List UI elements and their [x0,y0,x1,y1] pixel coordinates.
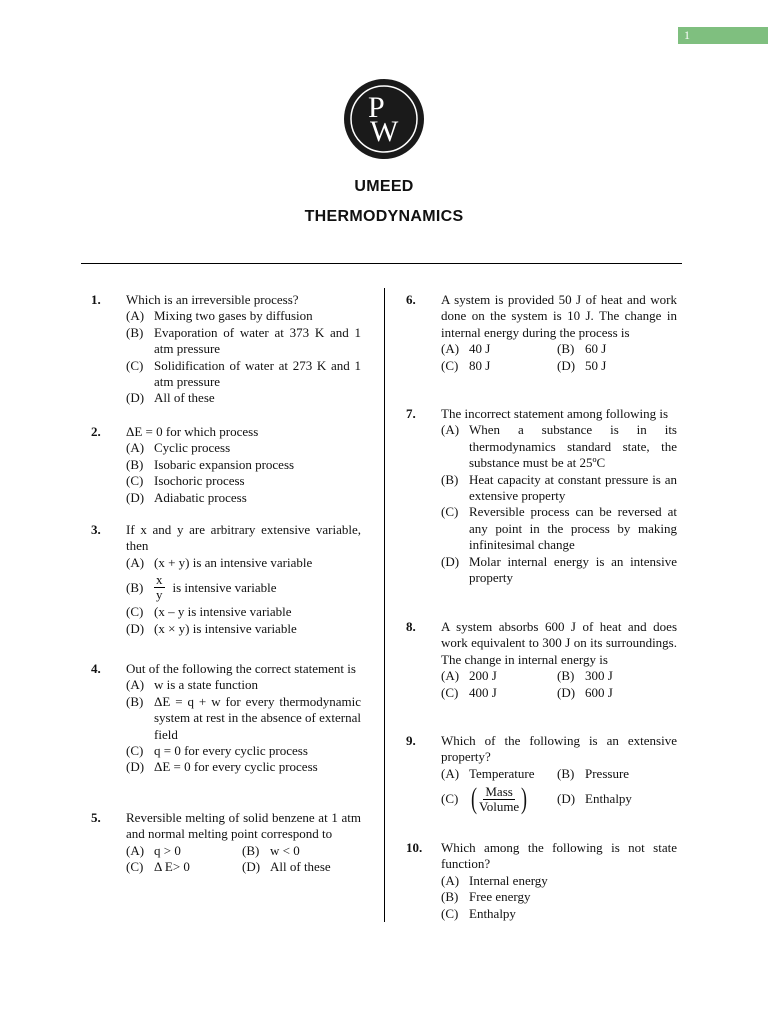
option-label: (A) [441,422,460,438]
option-text: Cyclic process [154,440,231,456]
option-label: (B) [126,456,144,472]
option-text: 40 J [469,341,491,357]
option-label: (D) [441,553,460,569]
option-label: (B) [242,842,260,858]
option-label: (C) [126,473,144,489]
question-stem: Which of the following is an extensive property? [441,733,677,765]
option-text: 50 J [585,357,607,373]
fraction-denominator: Volume [479,798,520,814]
option-text: 200 J [469,668,497,684]
question-stem: Which is an irreversible process? [126,292,299,307]
question-stem: Out of the following the correct statement is [126,661,356,676]
question-stem: ΔE = 0 for which process [126,424,259,439]
option-text: (x – y is intensive variable [154,604,292,620]
option-text: Δ E> 0 [154,859,190,875]
fraction-numerator: x [156,572,163,588]
option-label: (C) [126,859,144,875]
question-2 [91,424,361,506]
option-label: (D) [242,859,261,875]
option-label: (D) [126,390,145,406]
option-text: Adiabatic process [154,489,247,505]
question-number: 3. [91,522,101,537]
fraction-numerator: Mass [485,783,513,799]
option-text: Isobaric expansion process [154,456,295,472]
option-label: (C) [126,357,144,373]
question-number: 1. [91,292,101,307]
option-label: (D) [126,489,145,505]
option-text: (x + y) is an intensive variable [154,554,313,570]
option-label: (A) [126,554,145,570]
option-label: (A) [441,872,460,888]
option-label: (B) [126,579,144,595]
question-stem: Which among the following is not state function? [441,840,677,872]
option-label: (B) [126,324,144,340]
option-label: (D) [126,620,145,636]
option-label: (B) [557,668,575,684]
question-6 [406,292,677,374]
option-label: (C) [441,504,459,520]
svg-text:P: P [368,91,385,124]
question-number: 7. [406,406,416,421]
option-label: (A) [441,341,460,357]
option-label: (D) [557,791,576,807]
option-text: Enthalpy [469,905,516,921]
option-label: (A) [441,668,460,684]
question-number: 8. [406,619,416,634]
option-label: (C) [126,743,144,759]
option-text: Pressure [585,765,630,781]
question-1 [91,292,361,407]
option-label: (C) [441,791,459,807]
option-text: Reversible process can be reversed at any point in the process by making infinitesimal change [469,504,677,553]
question-number: 9. [406,733,416,748]
question-number: 5. [91,810,101,825]
question-stem: Reversible melting of solid benzene at 1 atm and normal melting point correspond to [126,810,361,842]
option-text: Free energy [469,889,531,905]
fraction [154,573,165,602]
pw-logo-icon [344,79,424,159]
option-text: Mixing two gases by diffusion [154,308,313,324]
question-stem: A system is provided 50 J of heat and work done on the system is 10 J. The change in internal energy during the process is [441,292,677,340]
option-text: is intensive variable [172,579,277,595]
option-text: 600 J [585,684,613,700]
option-text: Internal energy [469,872,548,888]
svg-text:W: W [370,115,399,148]
option-label: (D) [557,684,576,700]
option-text: 300 J [585,668,613,684]
option-text: All of these [154,390,215,406]
question-7 [406,406,677,586]
option-text: Solidification of water at 273 K and 1 atm pressure [154,357,361,390]
question-number: 4. [91,661,101,676]
option-label: (A) [126,308,145,324]
option-text: Evaporation of water at 373 K and 1 atm pressure [154,324,361,357]
question-5 [91,810,361,876]
header-title: UMEED [354,178,414,195]
option-text: 400 J [469,684,497,700]
option-text: 60 J [585,341,607,357]
question-stem: A system absorbs 600 J of heat and does work equivalent to 300 J on its surroundings. The change in internal energy is [441,619,677,667]
question-stem: The incorrect statement among following is [441,406,669,421]
option-text: When a substance is in its thermodynamics standard state, the substance must be at 25ºC [469,422,677,471]
option-text: w is a state function [154,677,258,693]
question-10 [406,840,677,922]
option-label: (C) [126,604,144,620]
question-stem: If x and y are arbitrary extensive variable, then [126,522,361,554]
option-text: q > 0 [154,842,181,858]
fraction-denominator: y [156,587,163,603]
option-text: ΔE = q + w for every thermodynamic system at rest in the absence of external field [154,693,361,742]
question-4 [91,661,361,776]
option-label: (C) [441,905,459,921]
option-label: (B) [441,471,459,487]
option-label: (C) [441,684,459,700]
question-number: 10. [406,840,423,855]
left-bracket: ( [471,782,477,816]
option-label: (A) [441,765,460,781]
option-text: 80 J [469,357,491,373]
option-label: (C) [441,357,459,373]
option-text: w < 0 [270,842,300,858]
question-number: 2. [91,424,101,439]
option-text: (x × y) is intensive variable [154,620,297,636]
question-8 [406,619,677,701]
page-number-badge: 1 [678,27,768,44]
option-label: (A) [126,440,145,456]
option-label: (D) [126,759,145,775]
option-label: (B) [441,889,459,905]
header-rule [81,263,682,264]
option-text: Heat capacity at constant pressure is an extensive property [469,471,677,504]
option-text: q = 0 for every cyclic process [154,743,308,759]
option-text: ΔE = 0 for every cyclic process [154,759,318,775]
option-label: (B) [557,341,575,357]
option-label: (B) [557,765,575,781]
column-divider [384,288,385,922]
right-bracket: ) [521,782,528,816]
option-text: Molar internal energy is an intensive property [469,553,677,586]
option-text: All of these [270,859,331,875]
fraction [479,785,519,814]
question-number: 6. [406,292,416,307]
option-text: Enthalpy [585,791,632,807]
option-label: (A) [126,677,145,693]
option-label: (D) [557,357,576,373]
question-9 [406,733,677,814]
option-text: Temperature [469,765,535,781]
question-3 [91,522,361,637]
option-label: (B) [126,693,144,709]
header-subject: THERMODYNAMICS [304,208,464,225]
bracketed-fraction [469,784,529,814]
option-label: (A) [126,842,145,858]
option-text: Isochoric process [154,473,245,489]
